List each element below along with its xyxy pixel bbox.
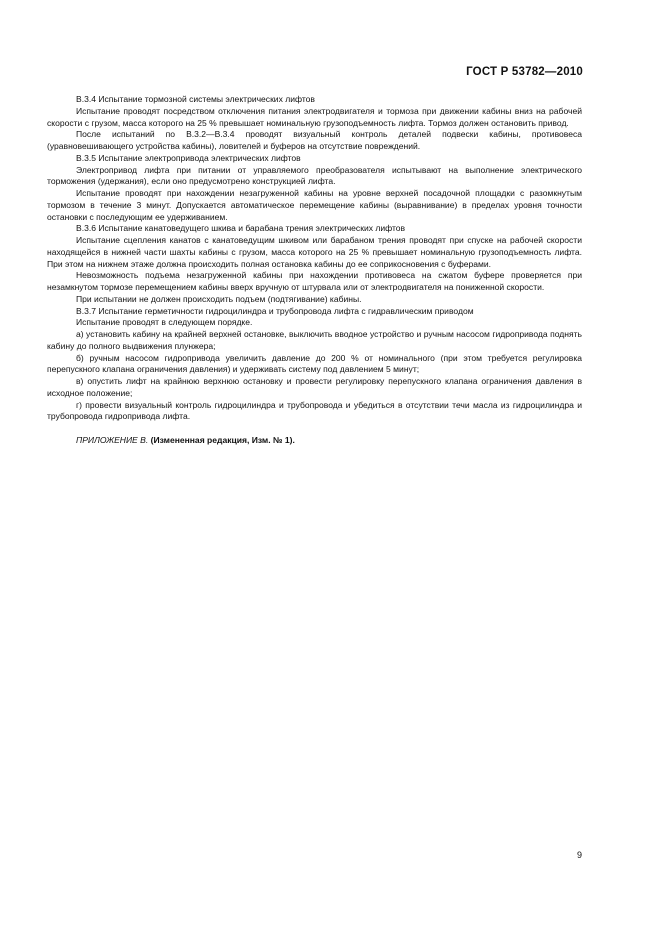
amendment-note: (Измененная редакция, Изм. № 1). [150,435,295,445]
appendix-label: ПРИЛОЖЕНИЕ В. [76,435,149,445]
list-item: г) провести визуальный контроль гидроцилиндра и трубопровода и убедиться в отсутствии течи масла из гидроцилиндра и трубопровода гидропривода лифта. [47,399,582,422]
paragraph: Невозможность подъема незагруженной кабины при нахождении противовеса на сжатом буфере проверяется при незамкнутом тормозе перемещением кабины вверх вручную от штурвала или от электродвигателя на пониженной скорости. [47,270,582,292]
paragraph: Испытание сцепления канатов с канатоведущим шкивом или барабаном трения проводят при спуске на рабочей скорости находящейся в нижней части шахты кабины с грузом, масса которого на 25 % превышает номинальную грузоподъемность лифта. При этом на нижнем этаже должна происходить полная остановка кабины до ее соприкосновения с буферами. [47,235,582,269]
section-heading: В.3.7 Испытание герметичности гидроцилиндра и трубопровода лифта с гидравлическим приводом [76,305,474,316]
list-item: а) установить кабину на крайней верхней остановке, выключить вводное устройство и ручным насосом гидропривода поднять кабину до полного выдвижения плунжера; [47,329,582,351]
paragraph: Испытание проводят посредством отключения питания электродвигателя и тормоза при движении кабины вниз на рабочей скорости с грузом, масса которого на 25 % превышает номинальную грузоподъемность лифта. Тормоз должен остановить привод. [47,105,582,128]
paragraph: Испытание проводят в следующем порядке. [76,317,253,328]
document-id: ГОСТ Р 53782—2010 [466,66,583,78]
section-heading: В.3.5 Испытание электропривода электрических лифтов [76,152,301,163]
list-item: б) ручным насосом гидропривода увеличить давление до 200 % от номинального (при этом требуется регулировка перепускного клапана ограничения давления) и удерживать систему под давлением 5 минут; [47,352,582,375]
appendix-note [47,435,582,447]
page-number: 9 [576,850,582,860]
paragraph: Электропривод лифта при питании от управляемого преобразователя испытывают на выполнение электрического торможения (удержания), если оно предусмотрено конструкцией лифта. [47,164,582,187]
list-item: в) опустить лифт на крайнюю верхнюю остановку и провести регулировку перепускного клапана ограничения давления в исходное положение; [47,376,582,398]
section-heading: В.3.6 Испытание канатоведущего шкива и барабана трения электрических лифтов [76,223,406,234]
spacer [47,423,582,435]
paragraph: Испытание проводят при нахождении незагруженной кабины на уровне верхней посадочной площадки с разомкнутым тормозом в течение 3 минут. Допускается автоматическое перемещение кабины (выравнивание) в пределах уровня точности остановки с последующим ее удерживанием. [47,188,582,222]
section-heading: В.3.4 Испытание тормозной системы электрических лифтов [76,94,315,104]
paragraph: При испытании не должен происходить подъем (подтягивание) кабины. [76,293,362,304]
document-body [47,94,582,447]
paragraph: После испытаний по В.3.2—В.3.4 проводят визуальный контроль деталей подвески кабины, противовеса (уравновешивающего устройства кабины), ловителей и буферов на отсутствие повреждений. [47,129,582,151]
